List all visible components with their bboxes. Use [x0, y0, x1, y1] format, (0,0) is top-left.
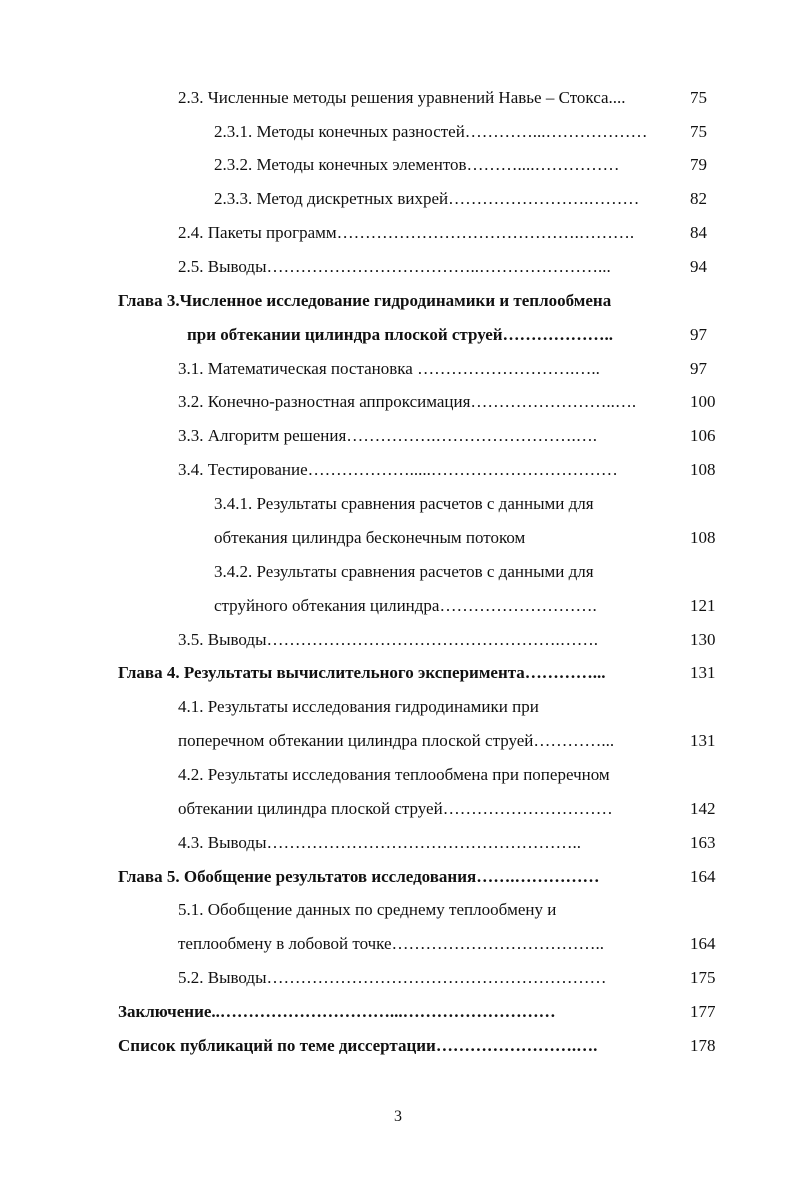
toc-entry-page: 82: [690, 189, 707, 208]
toc-entry-page: 108: [690, 460, 716, 479]
toc-entry-page: 121: [690, 596, 716, 615]
toc-entry: [0, 182, 796, 216]
toc-entry-title: при обтекании цилиндра плоской струей………………..: [187, 325, 614, 344]
toc-entry-title: 5.1. Обобщение данных по среднему теплообмену и: [178, 900, 557, 919]
toc-entry-title: обтекания цилиндра бесконечным потоком: [214, 528, 526, 547]
toc-entry-page: 164: [690, 934, 716, 953]
toc-chapter-heading: [0, 860, 796, 894]
toc-chapter-heading: [0, 995, 796, 1029]
toc-entry-title: 2.3.2. Методы конечных элементов………....……………: [214, 155, 620, 174]
toc-entry-title: 3.4.2. Результаты сравнения расчетов с данными для: [214, 562, 594, 581]
toc-entry-title: 4.3. Выводы………………………………………………..: [178, 833, 582, 852]
toc-entry: [0, 961, 796, 995]
toc-entry-title: 3.4. Тестирование……………….....……………………………: [178, 460, 618, 479]
toc-entry: [0, 589, 796, 623]
toc-entry-title: Глава 3.Численное исследование гидродинамики и теплообмена: [118, 291, 612, 310]
toc-entry-title: 5.2. Выводы……………………………………………………: [178, 968, 607, 987]
toc-entry: [0, 487, 796, 521]
toc-entry: [0, 148, 796, 182]
toc-entry: [0, 419, 796, 453]
toc-entry-title: 2.3.1. Методы конечных разностей…………...………………: [214, 122, 648, 141]
toc-entry-title: Заключение..…………………………...………………………: [118, 1002, 556, 1021]
toc-entry-page: 108: [690, 528, 716, 547]
toc-entry-page: 97: [690, 359, 707, 378]
toc-entry-title: обтекании цилиндра плоской струей…………………………: [178, 799, 613, 818]
toc-entry-title: 3.4.1. Результаты сравнения расчетов с данными для: [214, 494, 594, 513]
toc-entry: [0, 453, 796, 487]
toc-entry-page: 175: [690, 968, 716, 987]
toc-entry: [0, 385, 796, 419]
toc-entry: [0, 521, 796, 555]
toc-entry-title: 3.3. Алгоритм решения…………….…………………….….: [178, 426, 598, 445]
toc-entry-title: 2.3. Численные методы решения уравнений Навье – Стокса....: [178, 88, 626, 107]
toc-entry-title: 2.3.3. Метод дискретных вихрей…………………….………: [214, 189, 640, 208]
toc-entry-page: 100: [690, 392, 716, 411]
toc-entry-title: 4.2. Результаты исследования теплообмена при поперечном: [178, 765, 610, 784]
toc-entry-title: 2.4. Пакеты программ…………………………………….……….: [178, 223, 635, 242]
toc-entry-page: 79: [690, 155, 707, 174]
toc-entry-page: 163: [690, 833, 716, 852]
toc-entry-page: 75: [690, 122, 707, 141]
toc-entry: [0, 216, 796, 250]
toc-entry-title: 3.5. Выводы…………………………………………….…….: [178, 630, 599, 649]
toc-entry: [0, 826, 796, 860]
toc-entry-title: 4.1. Результаты исследования гидродинамики при: [178, 697, 539, 716]
toc-chapter-heading: [0, 656, 796, 690]
toc-entry-title: Список публикаций по теме диссертации…………………….….: [118, 1036, 598, 1055]
toc-entry-title: Глава 5. Обобщение результатов исследования…….……………: [118, 867, 600, 886]
toc-entry-page: 75: [690, 88, 707, 107]
toc-entry: [0, 724, 796, 758]
toc-entry-page: 131: [690, 663, 716, 682]
toc-chapter-heading: [0, 284, 796, 318]
toc-entry-page: 106: [690, 426, 716, 445]
toc-entry: [0, 81, 796, 115]
toc-entry-title: 3.1. Математическая постановка ……………………….…..: [178, 359, 600, 378]
toc-entry-page: 178: [690, 1036, 716, 1055]
toc-chapter-heading: [0, 318, 796, 352]
toc-entry-page: 142: [690, 799, 716, 818]
toc-entry: [0, 250, 796, 284]
toc-entry-title: поперечном обтекании цилиндра плоской струей…………...: [178, 731, 615, 750]
toc-entry: [0, 758, 796, 792]
toc-entry-page: 94: [690, 257, 707, 276]
toc-entry-title: 2.5. Выводы………………………………..…………………...: [178, 257, 611, 276]
toc-entry: [0, 555, 796, 589]
toc-entry: [0, 352, 796, 386]
toc-chapter-heading: [0, 1029, 796, 1063]
toc-entry: [0, 115, 796, 149]
toc-entry-page: 97: [690, 325, 707, 344]
toc-entry-page: 177: [690, 1002, 716, 1021]
toc-entry-page: 131: [690, 731, 716, 750]
toc-entry: [0, 927, 796, 961]
toc-entry: [0, 690, 796, 724]
toc-entry: [0, 893, 796, 927]
toc-entry-page: 130: [690, 630, 716, 649]
toc-entry-title: теплообмену в лобовой точке………………………………..: [178, 934, 605, 953]
toc-entry-title: Глава 4. Результаты вычислительного эксперимента…………...: [118, 663, 606, 682]
toc-entry-page: 164: [690, 867, 716, 886]
toc-entry: [0, 792, 796, 826]
toc-entry-title: 3.2. Конечно-разностная аппроксимация……………………..….: [178, 392, 637, 411]
toc-entry-page: 84: [690, 223, 707, 242]
page-number: 3: [394, 1108, 402, 1125]
toc-entry: [0, 623, 796, 657]
toc-entry-title: струйного обтекания цилиндра……………………….: [214, 596, 597, 615]
